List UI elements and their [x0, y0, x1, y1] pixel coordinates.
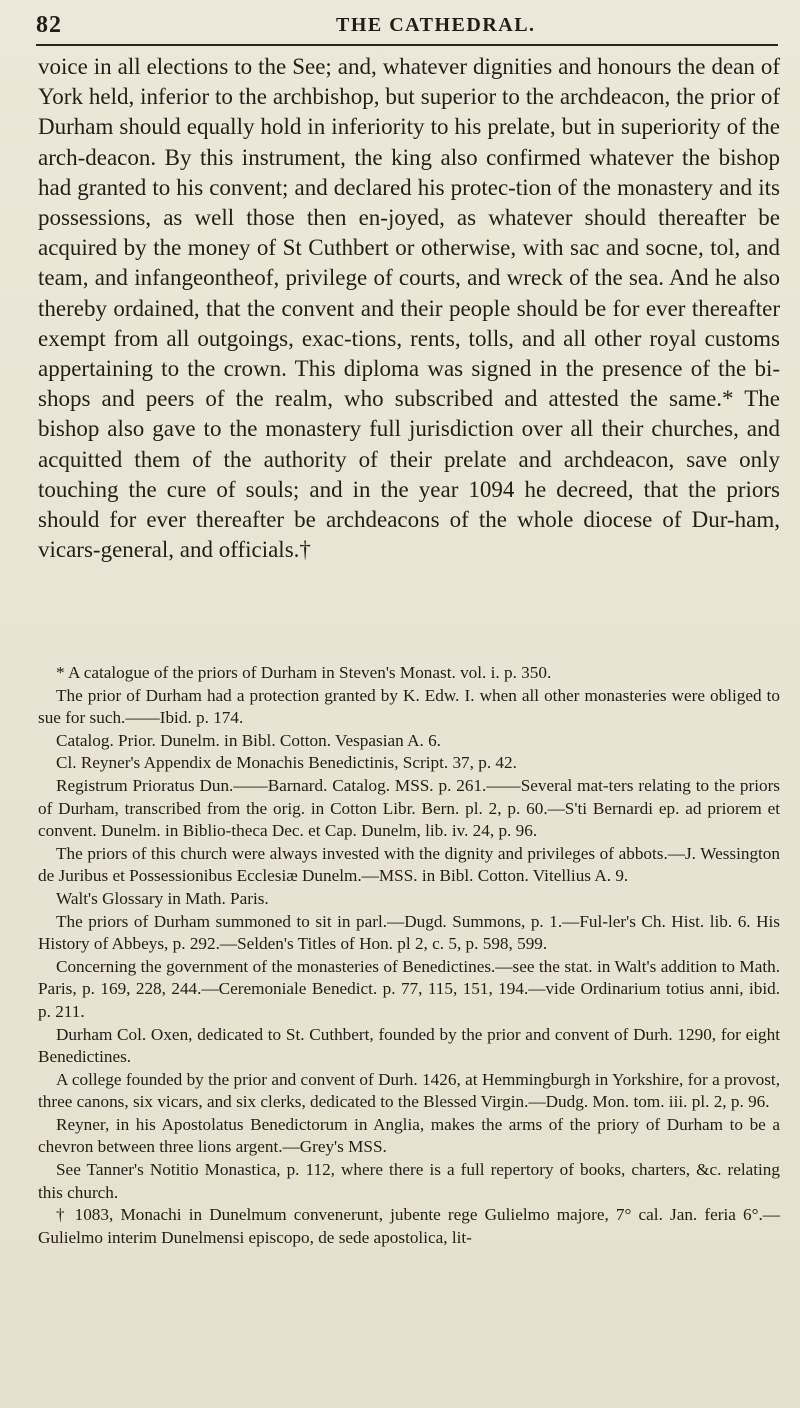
running-title: THE CATHEDRAL.	[336, 14, 536, 36]
footnote: Catalog. Prior. Dunelm. in Bibl. Cotton. Vespasian A. 6.	[56, 730, 441, 750]
footnote: The prior of Durham had a protection granted by K. Edw. I. when all other monasteries were obliged to sue for such.——Ibid. p. 174.	[38, 685, 780, 728]
footnote: A college founded by the prior and convent of Durh. 1426, at Hemmingburgh in Yorkshire, for a provost, three canons, six vicars, and six clerks, dedicated to the Blessed Virgin.—Dudg. Mon. tom. iii. pl. 2, p. 96.	[38, 1069, 780, 1112]
footnote: Reyner, in his Apostolatus Benedictorum in Anglia, makes the arms of the priory of Durham to be a chevron between three lions argent.—Grey's MSS.	[38, 1114, 780, 1157]
footnote: Durham Col. Oxen, dedicated to St. Cuthbert, founded by the prior and convent of Durh. 1290, for eight Benedictines.	[38, 1024, 780, 1067]
main-text	[38, 52, 780, 565]
footnote: See Tanner's Notitio Monastica, p. 112, where there is a full repertory of books, charters, &c. relating this church.	[38, 1160, 780, 1202]
footnote: † 1083, Monachi in Dunelmum convenerunt, jubente rege Gulielmo majore, 7° cal. Jan. feria 6°.—Gulielmo interim Dunelmensi episcopo, de sede apostolica, lit-	[38, 1205, 780, 1247]
footnote: The priors of Durham summoned to sit in parl.—Dugd. Summons, p. 1.—Ful-ler's Ch. Hist. lib. 6. His History of Abbeys, p. 292.—Selden's Titles of Hon. pl 2, c. 5, p. 598, 599.	[38, 911, 780, 954]
footnotes	[38, 662, 780, 1249]
footnote: Registrum Prioratus Dun.——Barnard. Catalog. MSS. p. 261.——Several mat-ters relating to the priors of Durham, transcribed from the orig. in Cotton Libr. Bern. pl. 2, p. 60.—S'ti Bernardi ep. ad priorem et convent. Dunelm. in Biblio-theca Dec. et Cap. Dunelm, lib. iv. 24, p. 96.	[38, 775, 780, 841]
page-number: 82	[36, 12, 62, 38]
footnote: Concerning the government of the monasteries of Benedictines.—see the stat. in Walt's addition to Math. Paris, p. 169, 228, 244.—Ceremoniale Benedict. p. 77, 115, 151, 194.—vide Ordinarium totius anni, ibid. p. 211.	[38, 956, 780, 1021]
footnote: The priors of this church were always invested with the dignity and privileges of abbots.—J. Wessington de Juribus et Possessionibus Ecclesiæ Dunelm.—MSS. in Bibl. Cotton. Vitellius A. 9.	[38, 843, 780, 886]
footnote: * A catalogue of the priors of Durham in Steven's Monast. vol. i. p. 350.	[56, 663, 552, 682]
footnote: Walt's Glossary in Math. Paris.	[56, 888, 269, 908]
footnote: Cl. Reyner's Appendix de Monachis Benedictinis, Script. 37, p. 42.	[56, 753, 517, 773]
page-header	[36, 8, 778, 44]
body-paragraph: voice in all elections to the See; and, whatever dignities and honours the dean of York held, inferior to the archbishop, but superior to the archdeacon, the prior of Durham should equally hold in inferiority to his prelate, but in superiority of the arch-deacon. By this instrument, the king also confirmed whatever the bishop had granted to his convent; and declared his protec-tion of the monastery and its possessions, as well those then en-joyed, as whatever should thereafter be acquired by the money of St Cuthbert or otherwise, with sac and socne, tol, and team, and infangeontheof, privilege of courts, and wreck of the sea. And he also thereby ordained, that the convent and their people should be for ever thereafter exempt from all outgoings, exac-tions, rents, tolls, and all other royal customs appertaining to the crown. This diploma was signed in the presence of the bi-shops and peers of the realm, who subscribed and attested the same.* The bishop also gave to the monastery full jurisdiction over all their churches, and acquitted them of the authority of their prelate and archdeacon, save only touching the cure of souls; and in the year 1094 he decreed, that the priors should for ever thereafter be archdeacons of the whole diocese of Dur-ham, vicars-general, and officials.†	[38, 54, 780, 563]
header-rule	[36, 44, 778, 46]
